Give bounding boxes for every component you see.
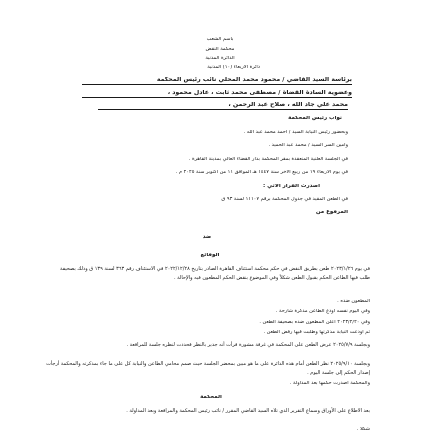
session-line-3: في الجلسة العلنية المنعقدة بمقر المحكمة بدار القضاء العالي بمدينة القاهرة . [188,157,348,162]
header-line-2: محكمة النقض [205,47,235,52]
panel-line-3: محمد علي جاد الله ، صلاح عبد الرحمن ، [228,102,348,108]
facts-paragraph-8: والمحكمة أصدرت حكمها بعد المداولة . [289,381,370,386]
court-paragraph-2: شكلاً . [356,427,370,432]
session-line-6: في الطعن المقيد في جدول المحكمة برقم ١١١٠٧ لسنة ٩٣ ق [221,197,348,202]
court-paragraph-1: بعد الاطلاع على الأوراق وسماع التقرير الذي تلاه السيد القاضي المقرر / نائب رئيس المحكمة والمرافعة وبعد المداولة . [126,408,370,414]
against-mark: ضد [202,235,212,240]
facts-paragraph-6: وبجلسة ٢٠٢٥/٧/٩ عرض الطعن على المحكمة في غرفة مشورة فرأت أنه جدير بالنظر فحددت لنظره جلسة للمرافعة . [126,342,370,348]
facts-paragraph-5: ثم أودعت النيابة مذكرتها وطلبت فيها رفض الطعن . [263,330,370,335]
session-line-4: في يوم الأربعاء ١٩ من ربيع الآخر سنة ١٤٤٧ هـ الموافق ١١ من أكتوبر سنة ٢٠٢٥ م . [175,170,348,175]
facts-paragraph-3: وفي اليوم نفسه أودع الطاعن مذكرة شارحة . [275,309,370,314]
header-line-3: الدائرة المدنية [205,56,235,61]
facts-heading: الوقائع [200,253,220,258]
facts-paragraph-2: المطعون ضده . [337,299,370,304]
facts-paragraph-4: وفي ٢٠٢٣/٢/٢٠ أعلن المطعون ضده بصحيفة الطعن . [259,320,370,325]
session-line-7: المرفوع من [315,210,348,215]
session-line-1: وبحضور رئيس النيابة السيد / أحمد محمد عبد الله . [243,130,348,135]
panel-rule-3 [98,109,348,110]
panel-line-4: نواب رئيس المحكمة [288,116,342,121]
header-line-1: باسم الشعب [206,37,234,42]
panel-line-2: وعضوية السادة القضاة / مصطفى محمد ثابت ، عادل محمود ، [167,90,352,96]
panel-rule-2 [82,97,352,98]
session-line-5: أصدرت القرار الآتي : [262,184,320,189]
header-line-4: دائرة الأربعاء (١٠) المدنية [207,65,260,70]
facts-paragraph-1: في يوم ٢٠٢٣/١/٢٦ طعن بطريق النقض في حكم محكمة استئناف القاهرة الصادر بتاريخ ٢٠٢٢/١٢/٢٨ في الاستئناف رقم ٣٦٣ لسنة ١٣٩ ق وذلك بصحيفة طلب فيها الطاعن الحكم بقبول الطعن شكلاً وفي الموضوع بنقض الحكم المطعون فيه والإحالة . [60,266,370,281]
facts-paragraph-7: وبجلسة ٢٠٢٥/٩/١٠ نظر الطعن أمام هذه الدائرة على ما هو مبين بمحضر الجلسة حيث صمم محامي الطاعن والنيابة كل على ما جاء بمذكرته والمحكمة أرجأت إصدار الحكم إلى جلسة اليوم . [46,361,370,376]
session-line-2: وأمين السر السيد / محمد عبد الحميد . [268,143,348,148]
panel-line-1: برئاسة السيد القاضي / محمود محمد المحلي نائب رئيس المحكمة [156,77,352,83]
panel-rule-1 [82,84,352,85]
court-heading: المحكمة [200,395,222,400]
